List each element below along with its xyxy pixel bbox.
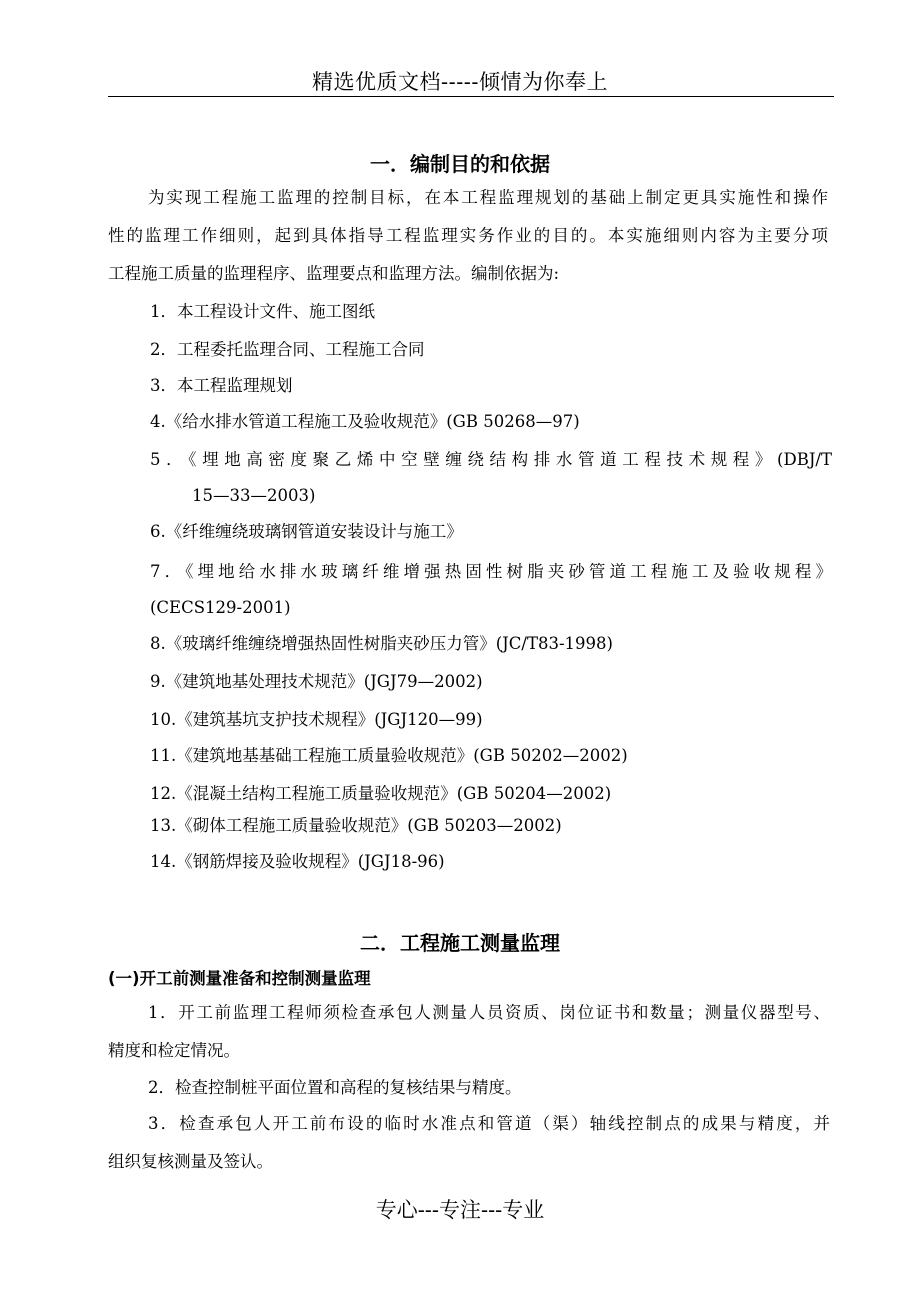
reference-item-6: 6.《纤维缠绕玻璃钢管道安装设计与施工》	[150, 522, 463, 541]
measure-paragraph-1: 1．开工前监理工程师须检查承包人测量人员资质、岗位证书和数量；测量仪器型号、	[148, 1003, 830, 1022]
measure-paragraph-1-cont: 精度和检定情况。	[108, 1041, 240, 1060]
reference-item-12: 12.《混凝土结构工程施工质量验收规范》(GB 50204—2002)	[150, 784, 612, 803]
reference-item-2: 2．工程委托监理合同、工程施工合同	[150, 340, 425, 359]
section-2-title: 二．工程施工测量监理	[360, 931, 560, 955]
section-2-subtitle: (一)开工前测量准备和控制测量监理	[108, 969, 371, 988]
measure-paragraph-2: 2．检查控制桩平面位置和高程的复核结果与精度。	[148, 1078, 522, 1097]
reference-item-13: 13.《砌体工程施工质量验收规范》(GB 50203—2002)	[150, 816, 562, 835]
intro-line-3: 工程施工质量的监理程序、监理要点和监理方法。编制依据为:	[108, 264, 560, 283]
section-1-title: 一．编制目的和依据	[370, 152, 550, 176]
reference-item-7: 7．《埋地给水排水玻璃纤维增强热固性树脂夹砂管道工程施工及验收规程》	[150, 562, 832, 581]
reference-item-10: 10.《建筑基坑支护技术规程》(JGJ120—99)	[150, 710, 483, 729]
reference-item-7-cont: (CECS129-2001)	[150, 598, 291, 617]
reference-item-9: 9.《建筑地基处理技术规范》(JGJ79—2002)	[150, 672, 483, 691]
reference-item-11: 11.《建筑地基基础工程施工质量验收规范》(GB 50202—2002)	[150, 746, 628, 765]
reference-item-3: 3．本工程监理规划	[150, 376, 293, 395]
reference-item-4: 4.《给水排水管道工程施工及验收规范》(GB 50268—97)	[150, 412, 580, 431]
measure-paragraph-3: 3．检查承包人开工前布设的临时水准点和管道（渠）轴线控制点的成果与精度，并	[148, 1114, 830, 1133]
page-footer: 专心---专注---专业	[375, 1198, 545, 1222]
measure-paragraph-3-cont: 组织复核测量及签认。	[108, 1152, 273, 1171]
page-header: 精选优质文档-----倾情为你奉上	[312, 70, 608, 94]
reference-item-8: 8.《玻璃纤维缠绕增强热固性树脂夹砂压力管》(JC/T83-1998)	[150, 634, 613, 653]
header-divider	[108, 96, 834, 97]
reference-item-14: 14.《钢筋焊接及验收规程》(JGJ18-96)	[150, 852, 445, 871]
reference-item-1: 1．本工程设计文件、施工图纸	[150, 302, 375, 321]
reference-item-5: 5．《埋地高密度聚乙烯中空壁缠绕结构排水管道工程技术规程》(DBJ/T	[150, 450, 832, 469]
intro-line-2: 性的监理工作细则，起到具体指导工程监理实务作业的目的。本实施细则内容为主要分项	[108, 226, 828, 245]
intro-line-1: 为实现工程施工监理的控制目标，在本工程监理规划的基础上制定更具实施性和操作	[148, 188, 828, 207]
reference-item-5-cont: 15—33—2003)	[192, 486, 316, 505]
